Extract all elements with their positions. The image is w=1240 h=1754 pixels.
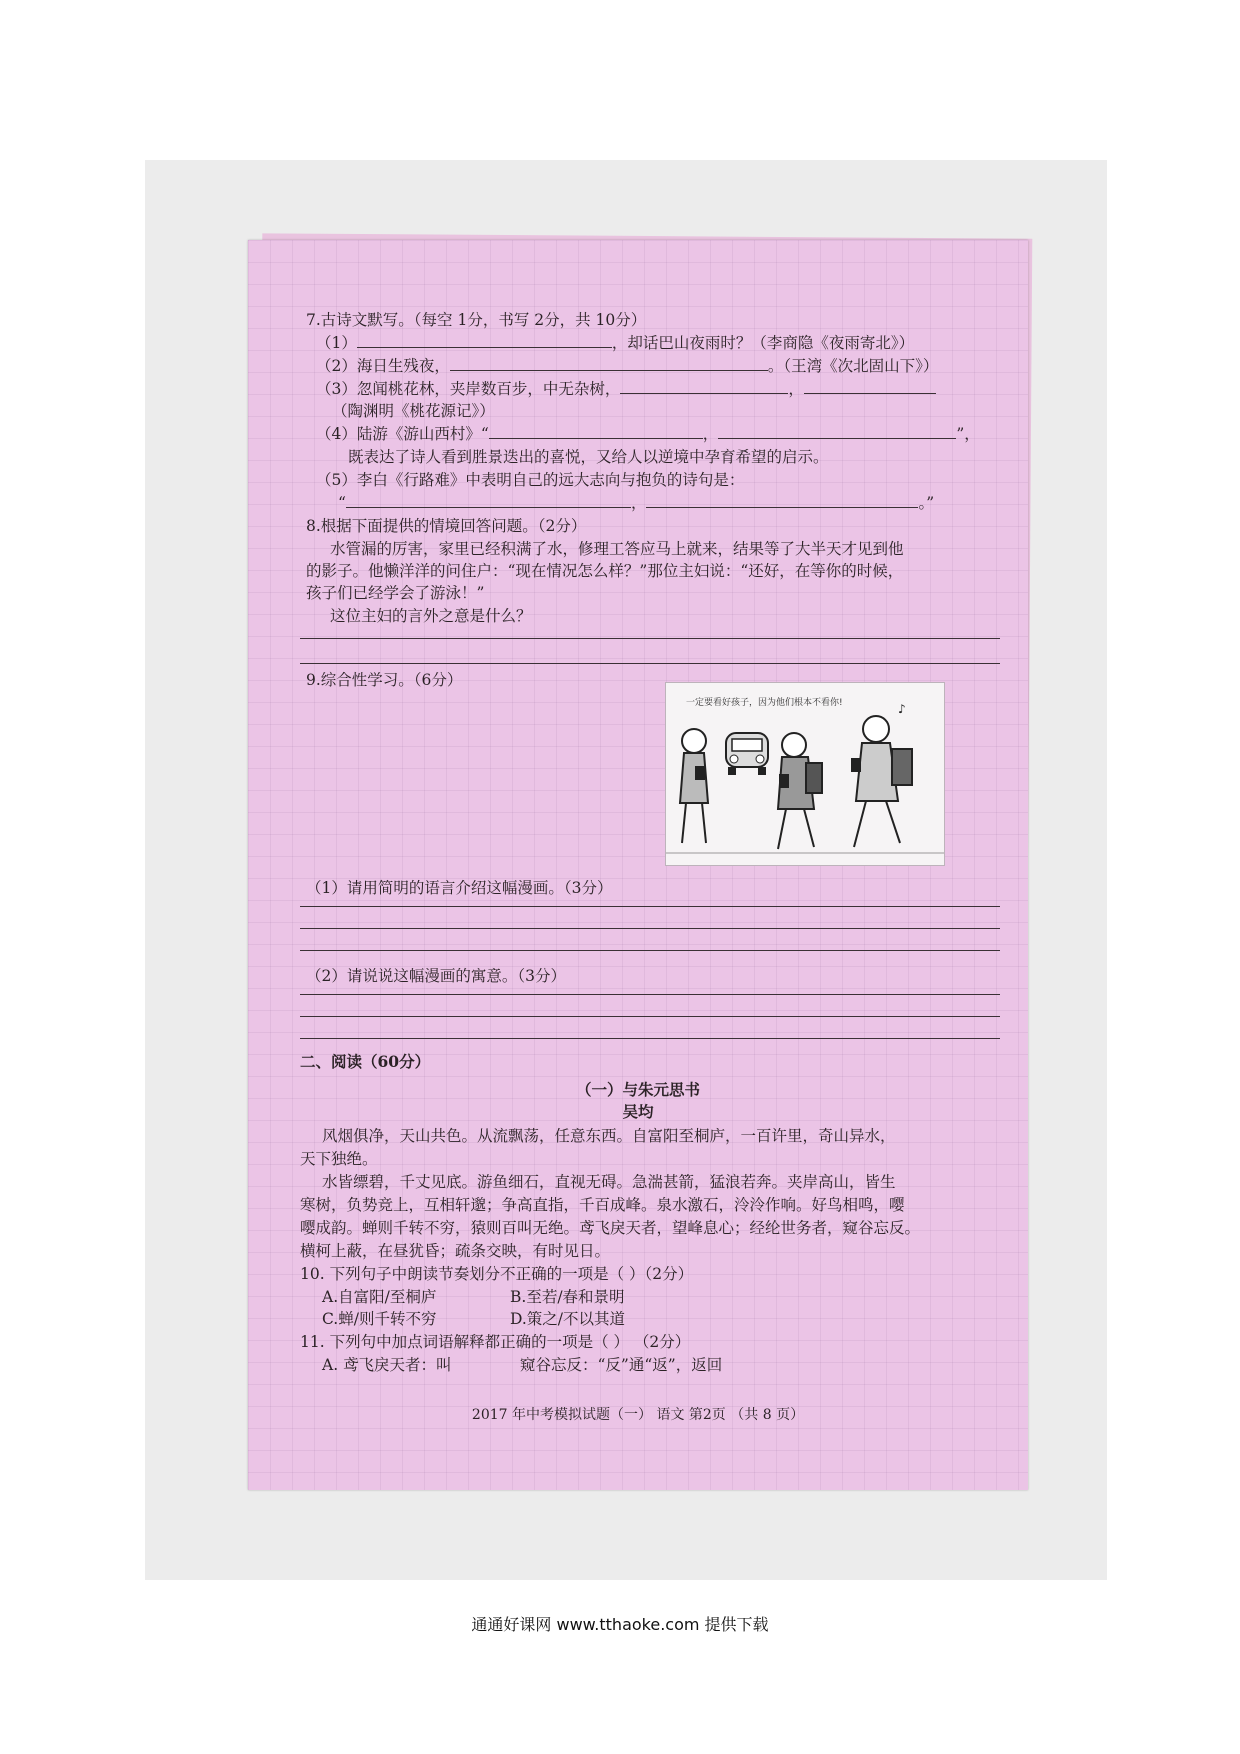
q7-blank-8[interactable]	[646, 493, 918, 508]
q11-title: 11. 下列句中加点词语解释都正确的一项是（ ） （2分）	[300, 1333, 691, 1351]
essay-p2-c: 嘤成韵。蝉则千转不穷，猿则百叫无绝。鸢飞戾天者，望峰息心；经纶世务者，窥谷忘反。	[300, 1219, 921, 1237]
q7-line4-note: 既表达了诗人看到胜景迭出的喜悦，又给人以逆境中孕育希望的启示。	[348, 448, 829, 466]
q7-line5: （5）李白《行路难》中表明自己的远大志向与抱负的诗句是：	[316, 471, 745, 489]
q9-sub1-line-2[interactable]	[300, 928, 1000, 929]
q7-blank-7[interactable]	[346, 493, 631, 508]
page-footer: 2017 年中考模拟试题（一） 语文 第2页 （共 8 页）	[471, 1407, 805, 1423]
q11-option-a-2[interactable]: 窥谷忘反：“反”通“返”，返回	[520, 1356, 723, 1374]
q7-blank-3[interactable]	[620, 379, 788, 394]
q9-sub1: （1）请用简明的语言介绍这幅漫画。（3分）	[306, 879, 613, 897]
essay-title: （一）与朱元思书	[575, 1080, 700, 1099]
q9-sub2-line-1[interactable]	[300, 994, 1000, 995]
child-figure-right	[852, 702, 912, 847]
q9-sub2-line-3[interactable]	[300, 1038, 1000, 1039]
q9-sub2-line-2[interactable]	[300, 1016, 1000, 1017]
child-figure-left	[680, 729, 708, 843]
q7-line5-answer: “ ， 。”	[338, 494, 935, 512]
q8-title: 8.根据下面提供的情境回答问题。（2分）	[306, 517, 587, 535]
q9-sub2: （2）请说说这幅漫画的寓意。（3分）	[306, 967, 566, 985]
car-illustration	[726, 733, 768, 775]
q7-line3: （3）忽闻桃花林，夹岸数百步，中无杂树， ，	[316, 379, 936, 399]
child-figure-middle	[778, 733, 822, 849]
q10-option-c[interactable]: C.蝉/则千转不穷	[322, 1310, 437, 1328]
q9-sub1-line-3[interactable]	[300, 950, 1000, 951]
essay-p2-a: 水皆缥碧，千丈见底。游鱼细石，直视无碍。急湍甚箭，猛浪若奔。夹岸高山，皆生	[322, 1173, 896, 1191]
q9-title: 9.综合性学习。（6分）	[306, 671, 463, 689]
q8-question: 这位主妇的言外之意是什么？	[330, 607, 532, 625]
q7-line4: （4）陆游《游山西村》“ ， ”，	[316, 425, 980, 443]
q7-blank-5[interactable]	[489, 424, 703, 439]
q8-para-2: 的影子。他懒洋洋的问住户：“现在情况怎么样？”那位主妇说：“还好，在等你的时候，	[306, 562, 904, 580]
q10-title: 10. 下列句子中朗读节奏划分不正确的一项是（ ）（2分）	[300, 1265, 694, 1283]
svg-text:♪: ♪	[898, 702, 906, 716]
q7-blank-2[interactable]	[450, 356, 768, 371]
q7-line2: （2）海日生残夜， 。（王湾《次北固山下》）	[316, 357, 939, 375]
q8-para-3: 孩子们已经学会了游泳！”	[306, 584, 485, 602]
essay-p2-d: 横柯上蔽，在昼犹昏；疏条交映，有时见日。	[300, 1242, 611, 1260]
q11-option-a-1[interactable]: A. 鸢飞戾天者：叫	[322, 1356, 452, 1374]
q7-line1: （1） ，却话巴山夜雨时？（李商隐《夜雨寄北》）	[316, 334, 915, 352]
q7-line3-source: （陶渊明《桃花源记》）	[332, 402, 495, 420]
cartoon-caption: 一定要看好孩子，因为他们根本不看你!	[686, 698, 843, 708]
essay-p1-a: 风烟俱净，天山共色。从流飘荡，任意东西。自富阳至桐庐，一百许里，奇山异水，	[322, 1127, 896, 1145]
q8-para-1: 水管漏的厉害，家里已经积满了水，修理工答应马上就来，结果等了大半天才见到他	[330, 540, 904, 558]
q7-blank-4[interactable]	[804, 379, 936, 394]
reading-section-title: 二、阅读（60分）	[300, 1052, 431, 1071]
q8-answer-line-2[interactable]	[300, 663, 1000, 664]
q7-blank-1[interactable]	[357, 333, 612, 348]
q10-option-a[interactable]: A.自富阳/至桐庐	[322, 1288, 437, 1306]
q9-sub1-line-1[interactable]	[300, 906, 1000, 907]
essay-author: 吴均	[622, 1102, 654, 1121]
q10-option-d[interactable]: D.策之/不以其道	[510, 1310, 626, 1328]
essay-p2-b: 寒树，负势竞上，互相轩邈；争高直指，千百成峰。泉水激石，泠泠作响。好鸟相鸣，嘤	[300, 1196, 905, 1214]
site-credit: 通通好课网 www.tthaoke.com 提供下载	[471, 1615, 769, 1634]
q8-answer-line-1[interactable]	[300, 638, 1000, 639]
cartoon-image	[665, 682, 945, 866]
q7-title: 7.古诗文默写。（每空 1分，书写 2分，共 10分）	[306, 311, 647, 329]
essay-p1-b: 天下独绝。	[300, 1150, 378, 1168]
q10-option-b[interactable]: B.至若/春和景明	[510, 1288, 625, 1306]
q7-blank-6[interactable]	[718, 424, 956, 439]
